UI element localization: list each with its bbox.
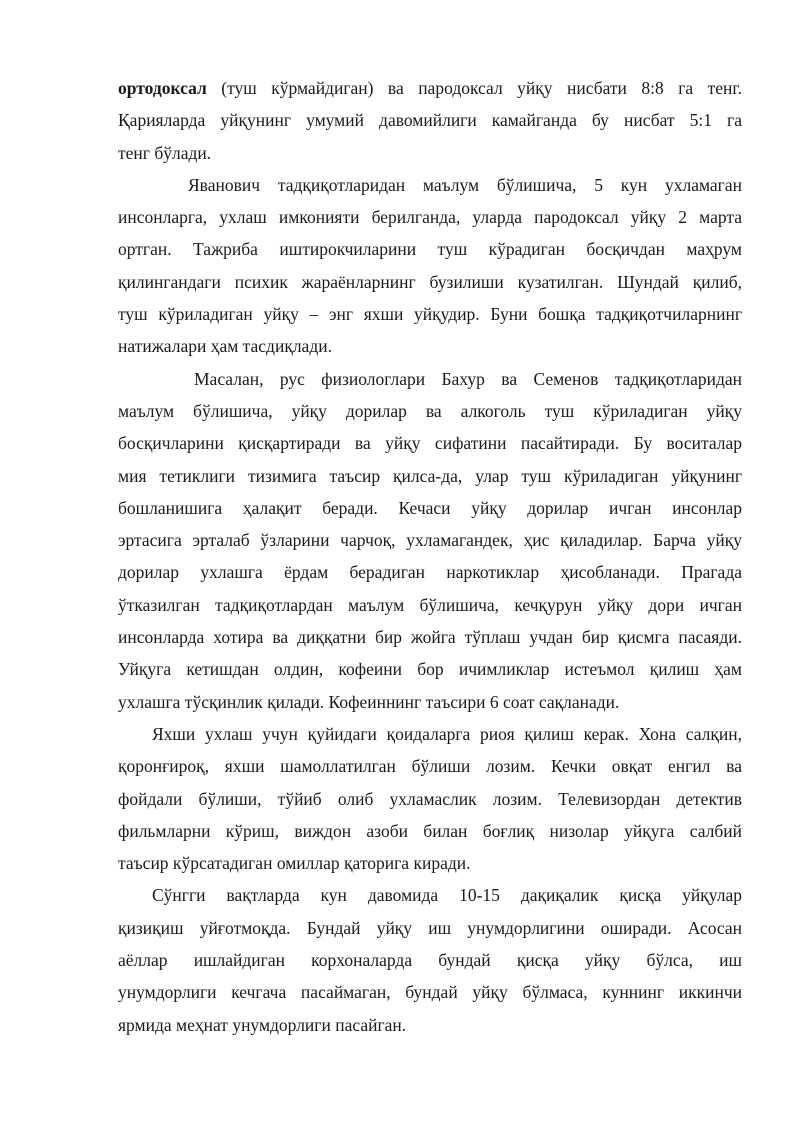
text-line [118,72,742,104]
paragraph-1 [118,72,742,169]
text-line: Сўнгги вақтларда кун давомида 10-15 дақиқалик қисқа уйқулар [152,885,742,906]
line-text: (туш кўрмайдиган) ва пародоксал уйқу нисбати 8:8 га тенг. [206,78,742,98]
paragraph-3 [118,363,742,718]
text-line: қоронғироқ, яхши шамоллатилган бўлиши лозим. Кечки овқат енгил ва [118,756,742,777]
text-line: инсонларга, ухлаш имконияти берилганда, уларда пародоксал уйқу 2 марта [118,207,742,228]
text-line: ортган. Тажриба иштирокчиларини туш кўрадиган босқичдан маҳрум [118,239,742,260]
text-line: босқичларини қисқартиради ва уйқу сифатини пасайтиради. Бу воситалар [118,433,742,454]
text-line: инсонларда хотира ва диққатни бир жойга тўплаш учдан бир қисмга пасаяди. [118,627,742,648]
text-line: Қарияларда уйқунинг умумий давомийлиги камайганда бу нисбат 5:1 га [118,110,742,131]
text-line: фильмларни кўриш, виждон азоби билан боғлиқ низолар уйқуга салбий [118,820,742,841]
paragraph-4 [118,718,742,879]
text-line: мия тетиклиги тизимига таъсир қилса-да, улар туш кўриладиган уйқунинг [118,465,742,486]
text-line: ўтказилган тадқиқотлардан маълум бўлишича, кечқурун уйқу дори ичган [118,594,742,615]
text-line: туш кўриладиган уйқу – энг яхши уйқудир. Буни бошқа тадқиқотчиларнинг [118,304,742,325]
text-line: тенг бўлади. [118,142,212,163]
text-line: Яхши ухлаш учун қуйидаги қоидаларга риоя қилиш керак. Хона салқин, [152,723,742,744]
text-line: дорилар ухлашга ёрдам берадиган наркотиклар ҳисобланади. Прагада [118,562,742,583]
text-line: унумдорлиги кечгача пасаймаган, бундай уйқу бўлмаса, куннинг иккинчи [118,982,742,1003]
text-line: маълум бўлишича, уйқу дорилар ва алкоголь туш кўриладиган уйқу [118,400,742,421]
paragraph-2 [118,169,742,363]
text-line: эртасига эрталаб ўзларини чарчоқ, ухламагандек, ҳис қиладилар. Барча уйқу [118,530,742,551]
bold-term: ортодоксал [118,78,207,98]
text-line: ярмида меҳнат унумдорлиги пасайган. [118,1014,407,1035]
paragraph-5 [118,879,742,1040]
text-line: аёллар ишлайдиган корхоналарда бундай қисқа уйқу бўлса, иш [118,950,742,971]
text-line: натижалари ҳам тасдиқлади. [118,336,332,357]
text-line: Яванович тадқиқотларидан маълум бўлишича, 5 кун ухламаган [188,174,742,195]
text-line: бошланишига ҳалақит беради. Кечаси уйқу дорилар ичган инсонлар [118,497,742,518]
text-line: фойдали бўлиши, тўйиб олиб ухламаслик лозим. Телевизордан детектив [118,788,742,809]
text-line: Масалан, рус физиологлари Бахур ва Семенов тадқиқотларидан [194,368,742,389]
text-line: таъсир кўрсатадиган омиллар қаторига киради. [118,853,471,874]
text-line: қизиқиш уйғотмоқда. Бундай уйқу иш унумдорлигини оширади. Асосан [118,917,742,938]
text-line: Уйқуга кетишдан олдин, кофеини бор ичимликлар истеъмол қилиш ҳам [118,659,742,680]
text-line: ухлашга тўсқинлик қилади. Кофеиннинг таъсири 6 соат сақланади. [118,691,620,712]
text-line: қилингандаги психик жараёнларнинг бузилиши кузатилган. Шундай қилиб, [118,271,742,292]
document-body [118,72,742,1041]
